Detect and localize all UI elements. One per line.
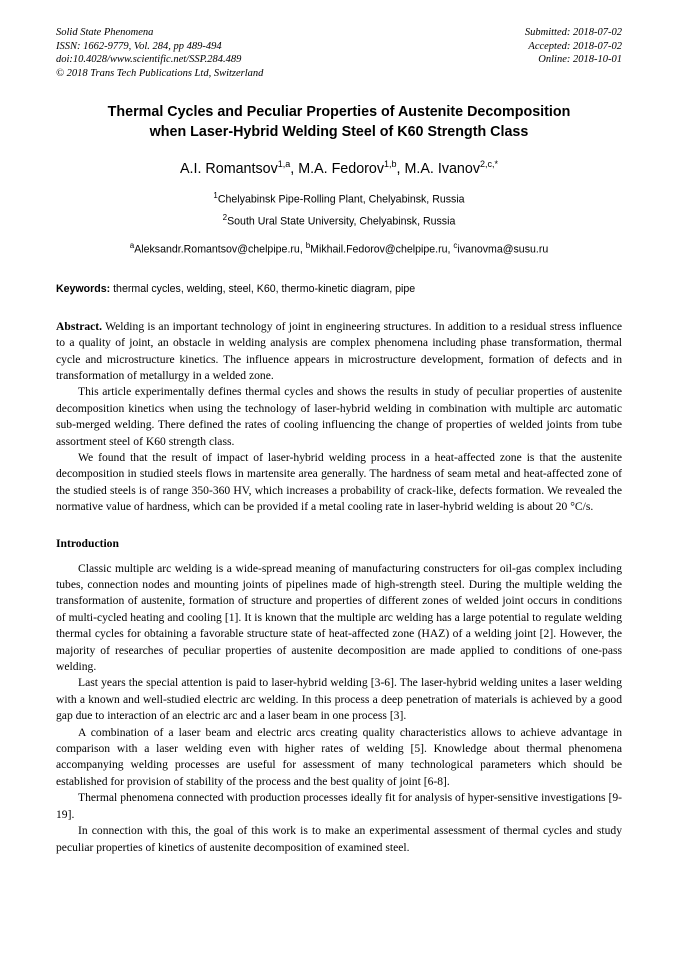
email-2-marker: b: [305, 241, 311, 251]
affiliation-2-marker: 2: [222, 212, 228, 222]
introduction-heading: Introduction: [56, 536, 119, 550]
keywords-label: Keywords:: [56, 282, 111, 295]
journal-copyright: © 2018 Trans Tech Publications Ltd, Switzerland: [56, 67, 264, 79]
header-right: [525, 26, 622, 67]
journal-issn-volume: ISSN: 1662-9779, Vol. 284, pp 489-494: [56, 40, 222, 52]
submitted-date: Submitted: 2018-07-02: [524, 27, 622, 38]
author-1-affiliation-marker: 1,a: [277, 159, 291, 170]
title-line-1: Thermal Cycles and Peculiar Properties of Austenite Decomposition: [107, 104, 571, 121]
online-date: Online: 2018-10-01: [538, 54, 622, 66]
header-left: [56, 26, 263, 80]
abstract-section: [56, 319, 622, 516]
abstract-paragraph-2: This article experimentally defines thermal cycles and shows the results in study of peculiar properties of austenite decomposition kinetics when using the technology of laser-hybrid welding in combination with multiple arc automatic sub-merged welding. There defined the rates of cooling influencing the change of properties of welded joints from tube assortment steel of K60 strength class.: [56, 385, 622, 448]
author-2-name: M.A. Fedorov: [298, 161, 385, 178]
email-2: Mikhail.Fedorov@chelpipe.ru,: [310, 243, 454, 256]
affiliation-2-text: South Ural State University, Chelyabinsk, Russia: [227, 215, 456, 228]
author-list: [56, 155, 622, 178]
author-emails: [56, 238, 622, 258]
email-1-marker: a: [129, 241, 135, 251]
intro-paragraph-5: In connection with this, the goal of this work is to make an experimental assessment of thermal cycles and study peculiar properties of kinetics of austenite decomposition of examined steel.: [56, 824, 622, 854]
journal-name: Solid State Phenomena: [56, 27, 154, 38]
introduction-body: [56, 561, 622, 856]
accepted-date: Accepted: 2018-07-02: [528, 40, 622, 52]
affiliation-1-text: Chelyabinsk Pipe-Rolling Plant, Chelyabinsk, Russia: [217, 193, 465, 206]
affiliation-1-marker: 1: [213, 191, 218, 201]
email-3-marker: c: [453, 241, 458, 251]
title-line-2: when Laser-Hybrid Welding Steel of K60 Strength Class: [149, 124, 529, 141]
email-1: Aleksandr.Romantsov@chelpipe.ru,: [134, 243, 306, 256]
author-1-name: A.I. Romantsov: [180, 161, 278, 178]
abstract-paragraph-3: We found that the result of impact of laser-hybrid welding process in a heat-affected zone is that the austenite decomposition in studied steels flows in martensite area generally. The hardness of seam metal and heat-affected zone of the studied steels is of range 350-360 HV, which increases a probability of crack-like, defects formation. We revealed the normative value of hardness, which can be provided if a metal cooling rate in laser-hybrid welding is about 20 °C/s.: [56, 450, 622, 514]
journal-doi: doi:10.4028/www.scientific.net/SSP.284.489: [56, 54, 242, 66]
intro-paragraph-1: Classic multiple arc welding is a wide-spread meaning of manufacturing constructers for oil-gas complex including tubes, connection nodes and mounting joints of pipelines made of high-strength steel. During the multiple welding the transformation of austenite, formation of structure and properties of different zones of welded joint occurs in conditions of multi-cycled heating and cooling [1]. It is known that the multiple arc welding has a large potential to regulate welding thermal cycles for obtaining a favorable structure state of heat-affected zone (HAZ) of a welding joint [2]. However, the majority of researches of peculiar properties of austenite decomposition are made applied to conditions of one-pass welding.: [56, 561, 622, 674]
page-header: [56, 26, 622, 80]
author-3-affiliation-marker: 2,c,*: [479, 159, 498, 170]
affiliation-1: [56, 187, 622, 209]
intro-paragraph-2: Last years the special attention is paid to laser-hybrid welding [3-6]. The laser-hybrid welding unites a laser welding with a known and well-studied electric arc welding. In this process a deep penetration of materials is achieved by a good gap due to interaction of an electric arc and a laser beam in one process [3].: [56, 676, 622, 723]
affiliations: [56, 187, 622, 230]
keywords-line: [56, 282, 622, 297]
author-2-affiliation-marker: 1,b: [384, 159, 397, 170]
intro-paragraph-3: A combination of a laser beam and electric arcs creating quality characteristics allows to achieve advantage in comparison with a laser welding even with higher rates of welding [5]. Knowledge about thermal phenomena accompanying welding processes are useful for assessment of many technological parameters which should be established for provision of stability of the process and the best quality of joint [6-8].: [56, 725, 622, 788]
author-3-name: M.A. Ivanov: [404, 161, 480, 178]
keywords-text: thermal cycles, welding, steel, K60, thermo-kinetic diagram, pipe: [110, 282, 416, 295]
abstract-label: Abstract.: [56, 319, 103, 333]
abstract-paragraph-1: [56, 319, 622, 385]
affiliation-2: [56, 209, 622, 231]
abstract-text-1: Welding is an important technology of joint in engineering structures. In addition to a residual stress influence to a quality of joint, an obstacle in welding analysis are complex phenomena including phase transformation, thermal cycle and microstructure kinetics. The influence appears in microstructure development, formation of defects and in transformation of metallurgy in a welded zone.: [56, 319, 622, 382]
author-separator-2: ,: [396, 161, 405, 178]
page-title: [56, 102, 622, 142]
intro-paragraph-4: Thermal phenomena connected with production processes ideally fit for analysis of hyper-sensitive investigations [9-19].: [56, 791, 622, 821]
author-separator-1: ,: [290, 161, 299, 178]
email-3: ivanovma@susu.ru: [457, 243, 549, 256]
